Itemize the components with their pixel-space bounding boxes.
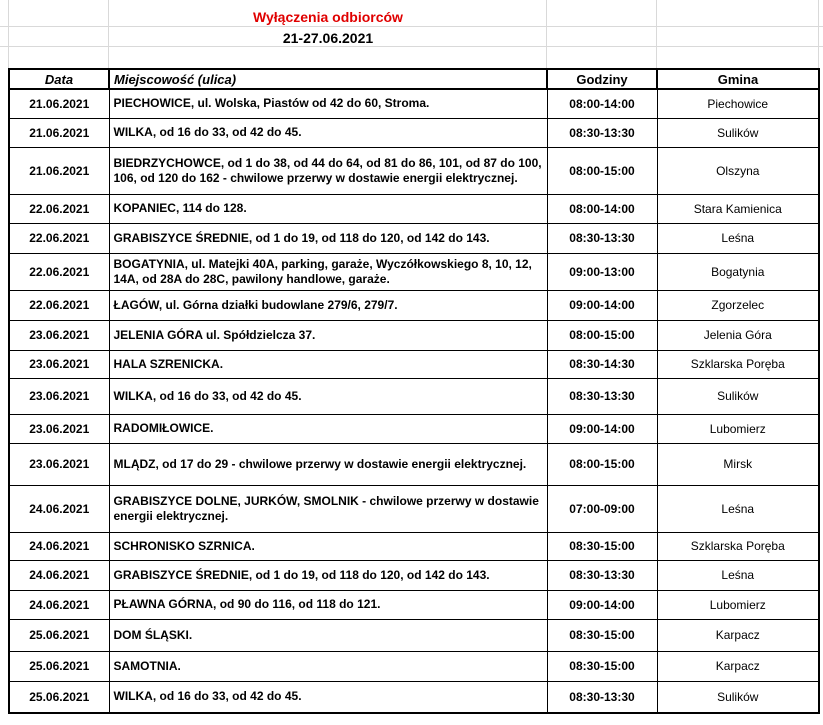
table-row — [9, 681, 819, 713]
hours-cell: 08:30-13:30 — [547, 223, 657, 253]
hours-cell: 08:30-13:30 — [547, 560, 657, 590]
hours-cell: 08:00-15:00 — [547, 147, 657, 194]
place-cell: MLĄDZ, od 17 do 29 - chwilowe przerwy w dostawie energii elektrycznej. — [109, 443, 547, 485]
table-row — [9, 651, 819, 681]
hours-cell: 08:00-15:00 — [547, 320, 657, 350]
date-cell: 22.06.2021 — [9, 194, 109, 223]
date-cell: 24.06.2021 — [9, 532, 109, 560]
date-cell: 23.06.2021 — [9, 378, 109, 414]
table-row — [9, 532, 819, 560]
table-row — [9, 619, 819, 651]
gmina-cell: Szklarska Poręba — [657, 350, 819, 378]
date-cell: 21.06.2021 — [9, 147, 109, 194]
gmina-cell: Sulików — [657, 118, 819, 147]
sheet-grid-line — [656, 0, 657, 68]
hours-cell: 08:00-15:00 — [547, 443, 657, 485]
place-cell: SAMOTNIA. — [109, 651, 547, 681]
date-range: 21-27.06.2021 — [282, 30, 374, 46]
gmina-cell: Karpacz — [657, 651, 819, 681]
place-cell: GRABISZYCE ŚREDNIE, od 1 do 19, od 118 do 120, od 142 do 143. — [109, 560, 547, 590]
table-row — [9, 350, 819, 378]
table-row — [9, 414, 819, 443]
table-row — [9, 290, 819, 320]
place-cell: KOPANIEC, 114 do 128. — [109, 194, 547, 223]
place-cell: BOGATYNIA, ul. Matejki 40A, parking, garaże, Wyczółkowskiego 8, 10, 12, 14A, od 28A do 28C, pawilony handlowe, garaże. — [109, 253, 547, 290]
table-row — [9, 223, 819, 253]
date-cell: 23.06.2021 — [9, 414, 109, 443]
gmina-cell: Karpacz — [657, 619, 819, 651]
column-header-gmina: Gmina — [657, 69, 819, 89]
gmina-cell: Mirsk — [657, 443, 819, 485]
place-cell: WILKA, od 16 do 33, od 42 do 45. — [109, 118, 547, 147]
table-row — [9, 560, 819, 590]
place-cell: JELENIA GÓRA ul. Spółdzielcza 37. — [109, 320, 547, 350]
place-cell: PIECHOWICE, ul. Wolska, Piastów od 42 do 60, Stroma. — [109, 89, 547, 118]
hours-cell: 09:00-14:00 — [547, 290, 657, 320]
column-header-hours: Godziny — [547, 69, 657, 89]
date-cell: 22.06.2021 — [9, 290, 109, 320]
outage-table — [8, 68, 820, 714]
place-cell: DOM ŚLĄSKI. — [109, 619, 547, 651]
hours-cell: 08:30-13:30 — [547, 681, 657, 713]
place-cell: GRABISZYCE DOLNE, JURKÓW, SMOLNIK - chwilowe przerwy w dostawie energii elektrycznej. — [109, 485, 547, 532]
date-cell: 23.06.2021 — [9, 320, 109, 350]
date-cell: 21.06.2021 — [9, 118, 109, 147]
sheet-grid-line — [8, 0, 9, 68]
table-row — [9, 378, 819, 414]
gmina-cell: Sulików — [657, 681, 819, 713]
table-row — [9, 590, 819, 619]
gmina-cell: Piechowice — [657, 89, 819, 118]
place-cell: HALA SZRENICKA. — [109, 350, 547, 378]
table-header-row — [9, 69, 819, 89]
table-row — [9, 147, 819, 194]
hours-cell: 08:30-13:30 — [547, 378, 657, 414]
date-cell: 25.06.2021 — [9, 619, 109, 651]
gmina-cell: Zgorzelec — [657, 290, 819, 320]
place-cell: WILKA, od 16 do 33, od 42 do 45. — [109, 681, 547, 713]
date-cell: 24.06.2021 — [9, 590, 109, 619]
gmina-cell: Stara Kamienica — [657, 194, 819, 223]
gmina-cell: Sulików — [657, 378, 819, 414]
place-cell: RADOMIŁOWICE. — [109, 414, 547, 443]
page-title: Wyłączenia odbiorców — [253, 9, 403, 25]
table-row — [9, 320, 819, 350]
hours-cell: 09:00-14:00 — [547, 414, 657, 443]
hours-cell: 07:00-09:00 — [547, 485, 657, 532]
hours-cell: 08:30-15:00 — [547, 532, 657, 560]
hours-cell: 08:30-14:30 — [547, 350, 657, 378]
gmina-cell: Lubomierz — [657, 590, 819, 619]
gmina-cell: Lubomierz — [657, 414, 819, 443]
place-cell: GRABISZYCE ŚREDNIE, od 1 do 19, od 118 do 120, od 142 do 143. — [109, 223, 547, 253]
gmina-cell: Bogatynia — [657, 253, 819, 290]
hours-cell: 08:00-14:00 — [547, 194, 657, 223]
table-row — [9, 89, 819, 118]
table-row — [9, 253, 819, 290]
place-cell: WILKA, od 16 do 33, od 42 do 45. — [109, 378, 547, 414]
sheet-grid-line — [108, 0, 109, 68]
place-cell: ŁAGÓW, ul. Górna działki budowlane 279/6, 279/7. — [109, 290, 547, 320]
table-row — [9, 118, 819, 147]
hours-cell: 09:00-13:00 — [547, 253, 657, 290]
hours-cell: 08:30-13:30 — [547, 118, 657, 147]
hours-cell: 08:30-15:00 — [547, 651, 657, 681]
gmina-cell: Szklarska Poręba — [657, 532, 819, 560]
date-cell: 25.06.2021 — [9, 651, 109, 681]
sheet-grid-line — [818, 0, 819, 68]
gmina-cell: Leśna — [657, 560, 819, 590]
date-cell: 25.06.2021 — [9, 681, 109, 713]
hours-cell: 08:00-14:00 — [547, 89, 657, 118]
sheet-grid-line — [546, 0, 547, 68]
place-cell: SCHRONISKO SZRNICA. — [109, 532, 547, 560]
gmina-cell: Leśna — [657, 223, 819, 253]
date-cell: 23.06.2021 — [9, 350, 109, 378]
date-cell: 23.06.2021 — [9, 443, 109, 485]
column-header-place: Miejscowość (ulica) — [109, 69, 547, 89]
gmina-cell: Jelenia Góra — [657, 320, 819, 350]
date-cell: 21.06.2021 — [9, 89, 109, 118]
date-cell: 22.06.2021 — [9, 253, 109, 290]
hours-cell: 08:30-15:00 — [547, 619, 657, 651]
table-row — [9, 485, 819, 532]
date-cell: 22.06.2021 — [9, 223, 109, 253]
place-cell: PŁAWNA GÓRNA, od 90 do 116, od 118 do 121. — [109, 590, 547, 619]
gmina-cell: Leśna — [657, 485, 819, 532]
gmina-cell: Olszyna — [657, 147, 819, 194]
table-row — [9, 443, 819, 485]
place-cell: BIEDRZYCHOWCE, od 1 do 38, od 44 do 64, od 81 do 86, 101, od 87 do 100, 106, od 120 do 162 - chwilowe przerwy w dostawie energii elektrycznej. — [109, 147, 547, 194]
date-cell: 24.06.2021 — [9, 560, 109, 590]
column-header-date: Data — [9, 69, 109, 89]
date-cell: 24.06.2021 — [9, 485, 109, 532]
hours-cell: 09:00-14:00 — [547, 590, 657, 619]
table-row — [9, 194, 819, 223]
